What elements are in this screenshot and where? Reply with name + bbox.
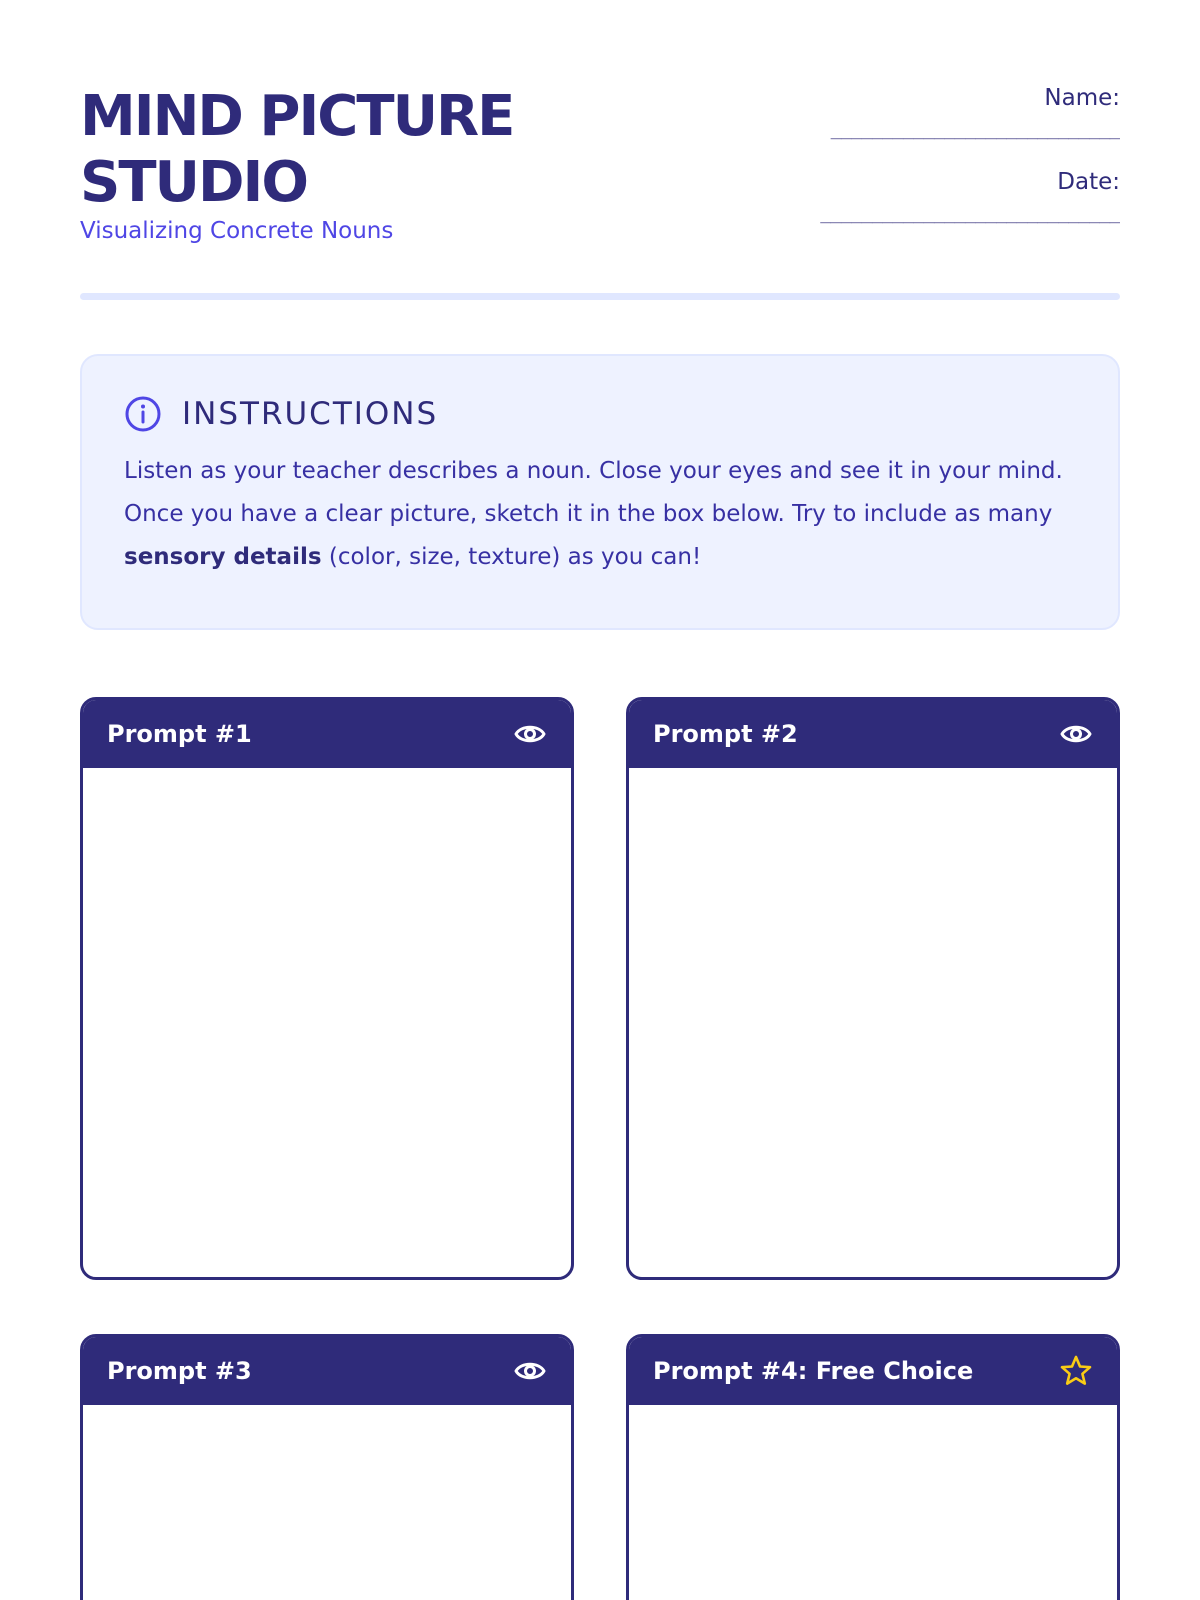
page-title: MIND PICTURE STUDIO	[80, 84, 514, 215]
page-subtitle: Visualizing Concrete Nouns	[80, 218, 394, 244]
eye-icon	[1059, 717, 1093, 751]
instructions-panel	[80, 354, 1120, 630]
prompt-card-title: Prompt #1	[107, 720, 252, 748]
star-icon	[1059, 1354, 1093, 1388]
worksheet-page	[80, 0, 1120, 1600]
name-field[interactable]: ____________________________	[830, 119, 1120, 140]
header-divider	[80, 293, 1120, 300]
prompt-card-header	[629, 1337, 1117, 1405]
header	[80, 84, 1120, 254]
prompt-card-3	[80, 1334, 574, 1600]
info-icon	[124, 395, 162, 433]
instructions-text-start: Listen as your teacher describes a noun. Close your eyes and see it in your mind. Once you have a clear picture, sketch it in the box below. Try to include as many	[124, 458, 1063, 527]
prompt-card-title: Prompt #4: Free Choice	[653, 1357, 974, 1385]
instructions-header	[124, 394, 1076, 434]
prompt-card-title: Prompt #2	[653, 720, 798, 748]
prompt-card-header	[83, 700, 571, 768]
student-info	[720, 84, 1120, 232]
date-label: Date:	[1057, 169, 1120, 195]
prompt-card-1	[80, 697, 574, 1280]
eye-icon	[513, 717, 547, 751]
name-label: Name:	[1044, 85, 1120, 111]
instructions-text	[124, 450, 1076, 579]
date-field[interactable]: _____________________________	[820, 203, 1120, 224]
prompt-card-2	[626, 697, 1120, 1280]
instructions-text-end: (color, size, texture) as you can!	[321, 544, 702, 570]
prompt-card-header	[629, 700, 1117, 768]
prompt-card-title: Prompt #3	[107, 1357, 252, 1385]
prompt-card-header	[83, 1337, 571, 1405]
instructions-title: INSTRUCTIONS	[182, 396, 439, 432]
eye-icon	[513, 1354, 547, 1388]
prompt-card-4	[626, 1334, 1120, 1600]
instructions-text-emphasis: sensory details	[124, 544, 322, 570]
